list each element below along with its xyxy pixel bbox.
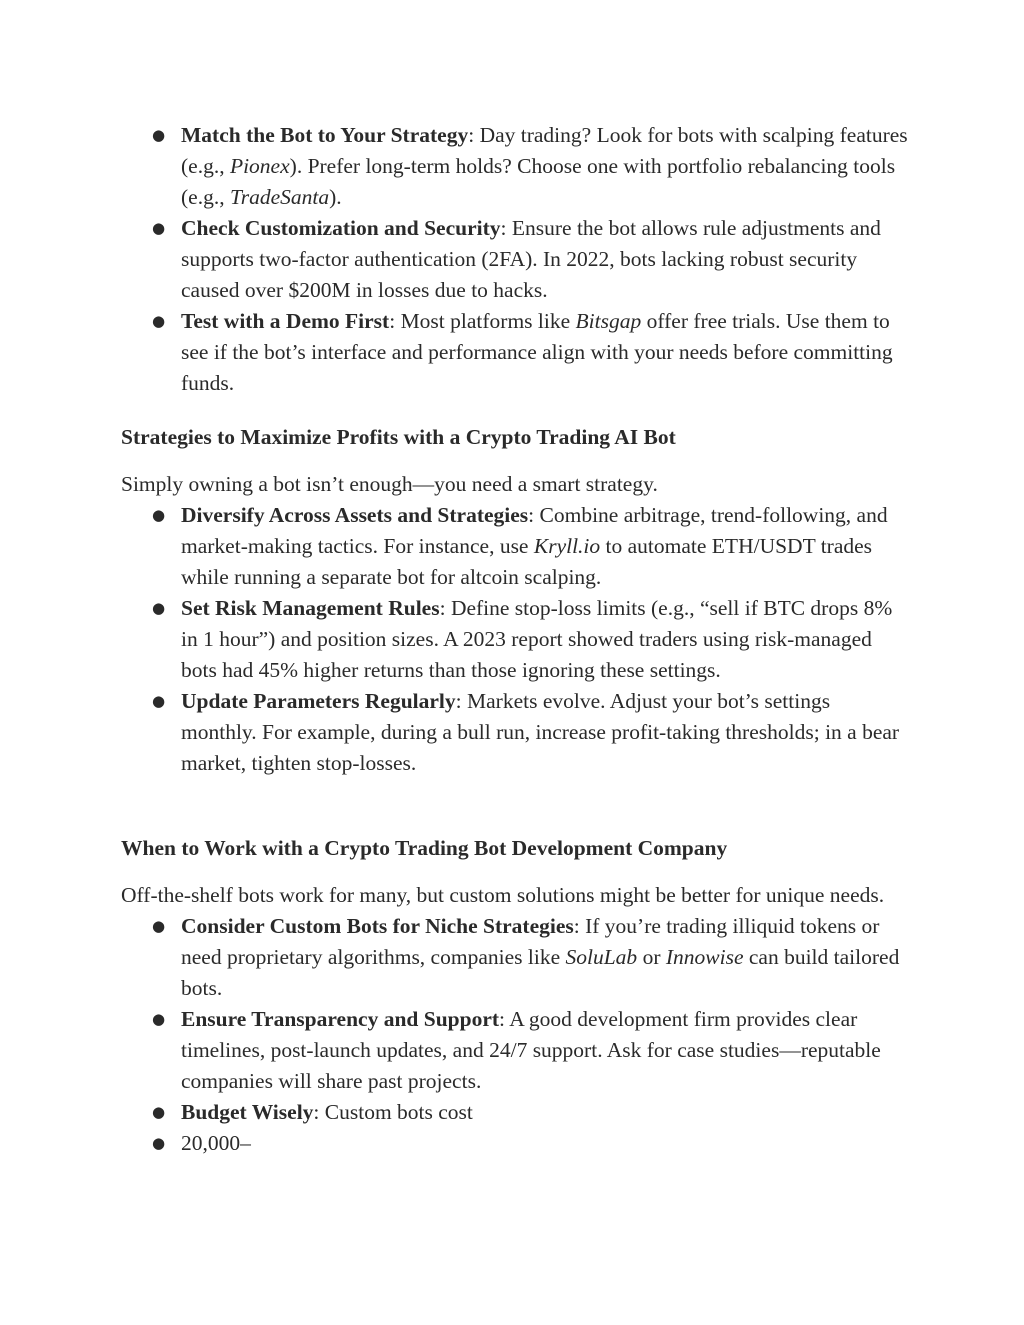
section-heading-strategies: Strategies to Maximize Profits with a Crypto Trading AI Bot xyxy=(121,425,676,449)
list-item-text: : Combine arbitrage, trend-following, and market-making tactics. For instance, use xyxy=(181,503,888,558)
list-item-text: : A good development firm provides clear timelines, post-launch updates, and 24/7 support. Ask for case studies—reputable companies will share past projects. xyxy=(181,1007,881,1093)
bullet-icon: ● xyxy=(152,1134,166,1152)
list-item-text: : Custom bots cost xyxy=(313,1100,473,1124)
section-development-company-body xyxy=(121,880,911,1159)
list-item-lead: Update Parameters Regularly xyxy=(181,689,456,713)
list-item-lead: Test with a Demo First xyxy=(181,309,390,333)
list-item xyxy=(121,500,911,593)
list-item-lead: Budget Wisely xyxy=(181,1100,314,1124)
section-heading-development-company: When to Work with a Crypto Trading Bot Development Company xyxy=(121,836,728,860)
list-item-text: : Most platforms like xyxy=(389,309,576,333)
bullet-list-bot-selection xyxy=(121,120,911,399)
list-item xyxy=(121,120,911,213)
list-item-text: : Day trading? Look for bots with scalping features (e.g., xyxy=(181,123,908,178)
list-item-text: ). Prefer long-term holds? Choose one with portfolio rebalancing tools (e.g., xyxy=(181,154,896,209)
list-item-text: : Markets evolve. Adjust your bot’s settings monthly. For example, during a bull run, increase profit-taking thresholds; in a bear market, tighten stop-losses. xyxy=(181,689,900,775)
list-item-text: or xyxy=(637,945,666,969)
list-item-text: to automate ETH/USDT trades while running a separate bot for altcoin scalping. xyxy=(181,534,873,589)
section-development-company xyxy=(121,833,911,864)
list-item xyxy=(121,686,911,779)
list-item xyxy=(121,213,911,306)
bullet-icon: ● xyxy=(152,692,166,710)
list-item-emphasis: Pionex xyxy=(229,154,290,178)
list-item xyxy=(121,911,911,1004)
list-item-lead: Ensure Transparency and Support xyxy=(181,1007,500,1031)
list-item-text: ). xyxy=(329,185,342,209)
bullet-list-strategies xyxy=(121,500,911,779)
list-item-text: : If you’re trading illiquid tokens or need proprietary algorithms, companies like xyxy=(181,914,880,969)
list-item-lead: Diversify Across Assets and Strategies xyxy=(181,503,529,527)
list-item-lead: Match the Bot to Your Strategy xyxy=(181,123,469,147)
section-intro-development-company: Off-the-shelf bots work for many, but custom solutions might be better for unique needs. xyxy=(121,883,885,907)
bullet-icon: ● xyxy=(152,599,166,617)
section-strategies xyxy=(121,422,911,453)
list-item-emphasis: SoluLab xyxy=(565,945,638,969)
list-item-text: : Ensure the bot allows rule adjustments and supports two-factor authentication (2FA). In 2022, bots lacking robust security caused over $200M in losses due to hacks. xyxy=(181,216,881,302)
list-item xyxy=(121,1128,911,1159)
list-block-1 xyxy=(121,120,911,399)
list-item-lead: Consider Custom Bots for Niche Strategies xyxy=(181,914,574,938)
list-item xyxy=(121,306,911,399)
list-item xyxy=(121,1004,911,1097)
list-item-lead: Set Risk Management Rules xyxy=(181,596,440,620)
list-item-emphasis: TradeSanta xyxy=(229,185,330,209)
list-item-text: : Define stop-loss limits (e.g., “sell if BTC drops 8% in 1 hour”) and position sizes. A 2023 report showed traders using risk-managed bots had 45% higher returns than those ignoring these settings. xyxy=(181,596,893,682)
list-item xyxy=(121,593,911,686)
list-item-text: offer free trials. Use them to see if the bot’s interface and performance align with your needs before committing funds. xyxy=(181,309,893,395)
bullet-icon: ● xyxy=(152,1010,166,1028)
bullet-icon: ● xyxy=(152,312,166,330)
section-intro-strategies: Simply owning a bot isn’t enough—you need a smart strategy. xyxy=(121,472,658,496)
list-item-emphasis: Bitsgap xyxy=(575,309,642,333)
list-item-emphasis: Innowise xyxy=(665,945,744,969)
list-item-lead: Check Customization and Security xyxy=(181,216,501,240)
bullet-icon: ● xyxy=(152,219,166,237)
bullet-icon: ● xyxy=(152,506,166,524)
list-item-text: 20,000– xyxy=(181,1131,251,1155)
section-strategies-body xyxy=(121,469,911,779)
list-item-emphasis: Kryll.io xyxy=(533,534,601,558)
bullet-icon: ● xyxy=(152,126,166,144)
bullet-icon: ● xyxy=(152,1103,166,1121)
bullet-list-development-company xyxy=(121,911,911,1159)
list-item xyxy=(121,1097,911,1128)
list-item-text: can build tailored bots. xyxy=(181,945,900,1000)
bullet-icon: ● xyxy=(152,917,166,935)
